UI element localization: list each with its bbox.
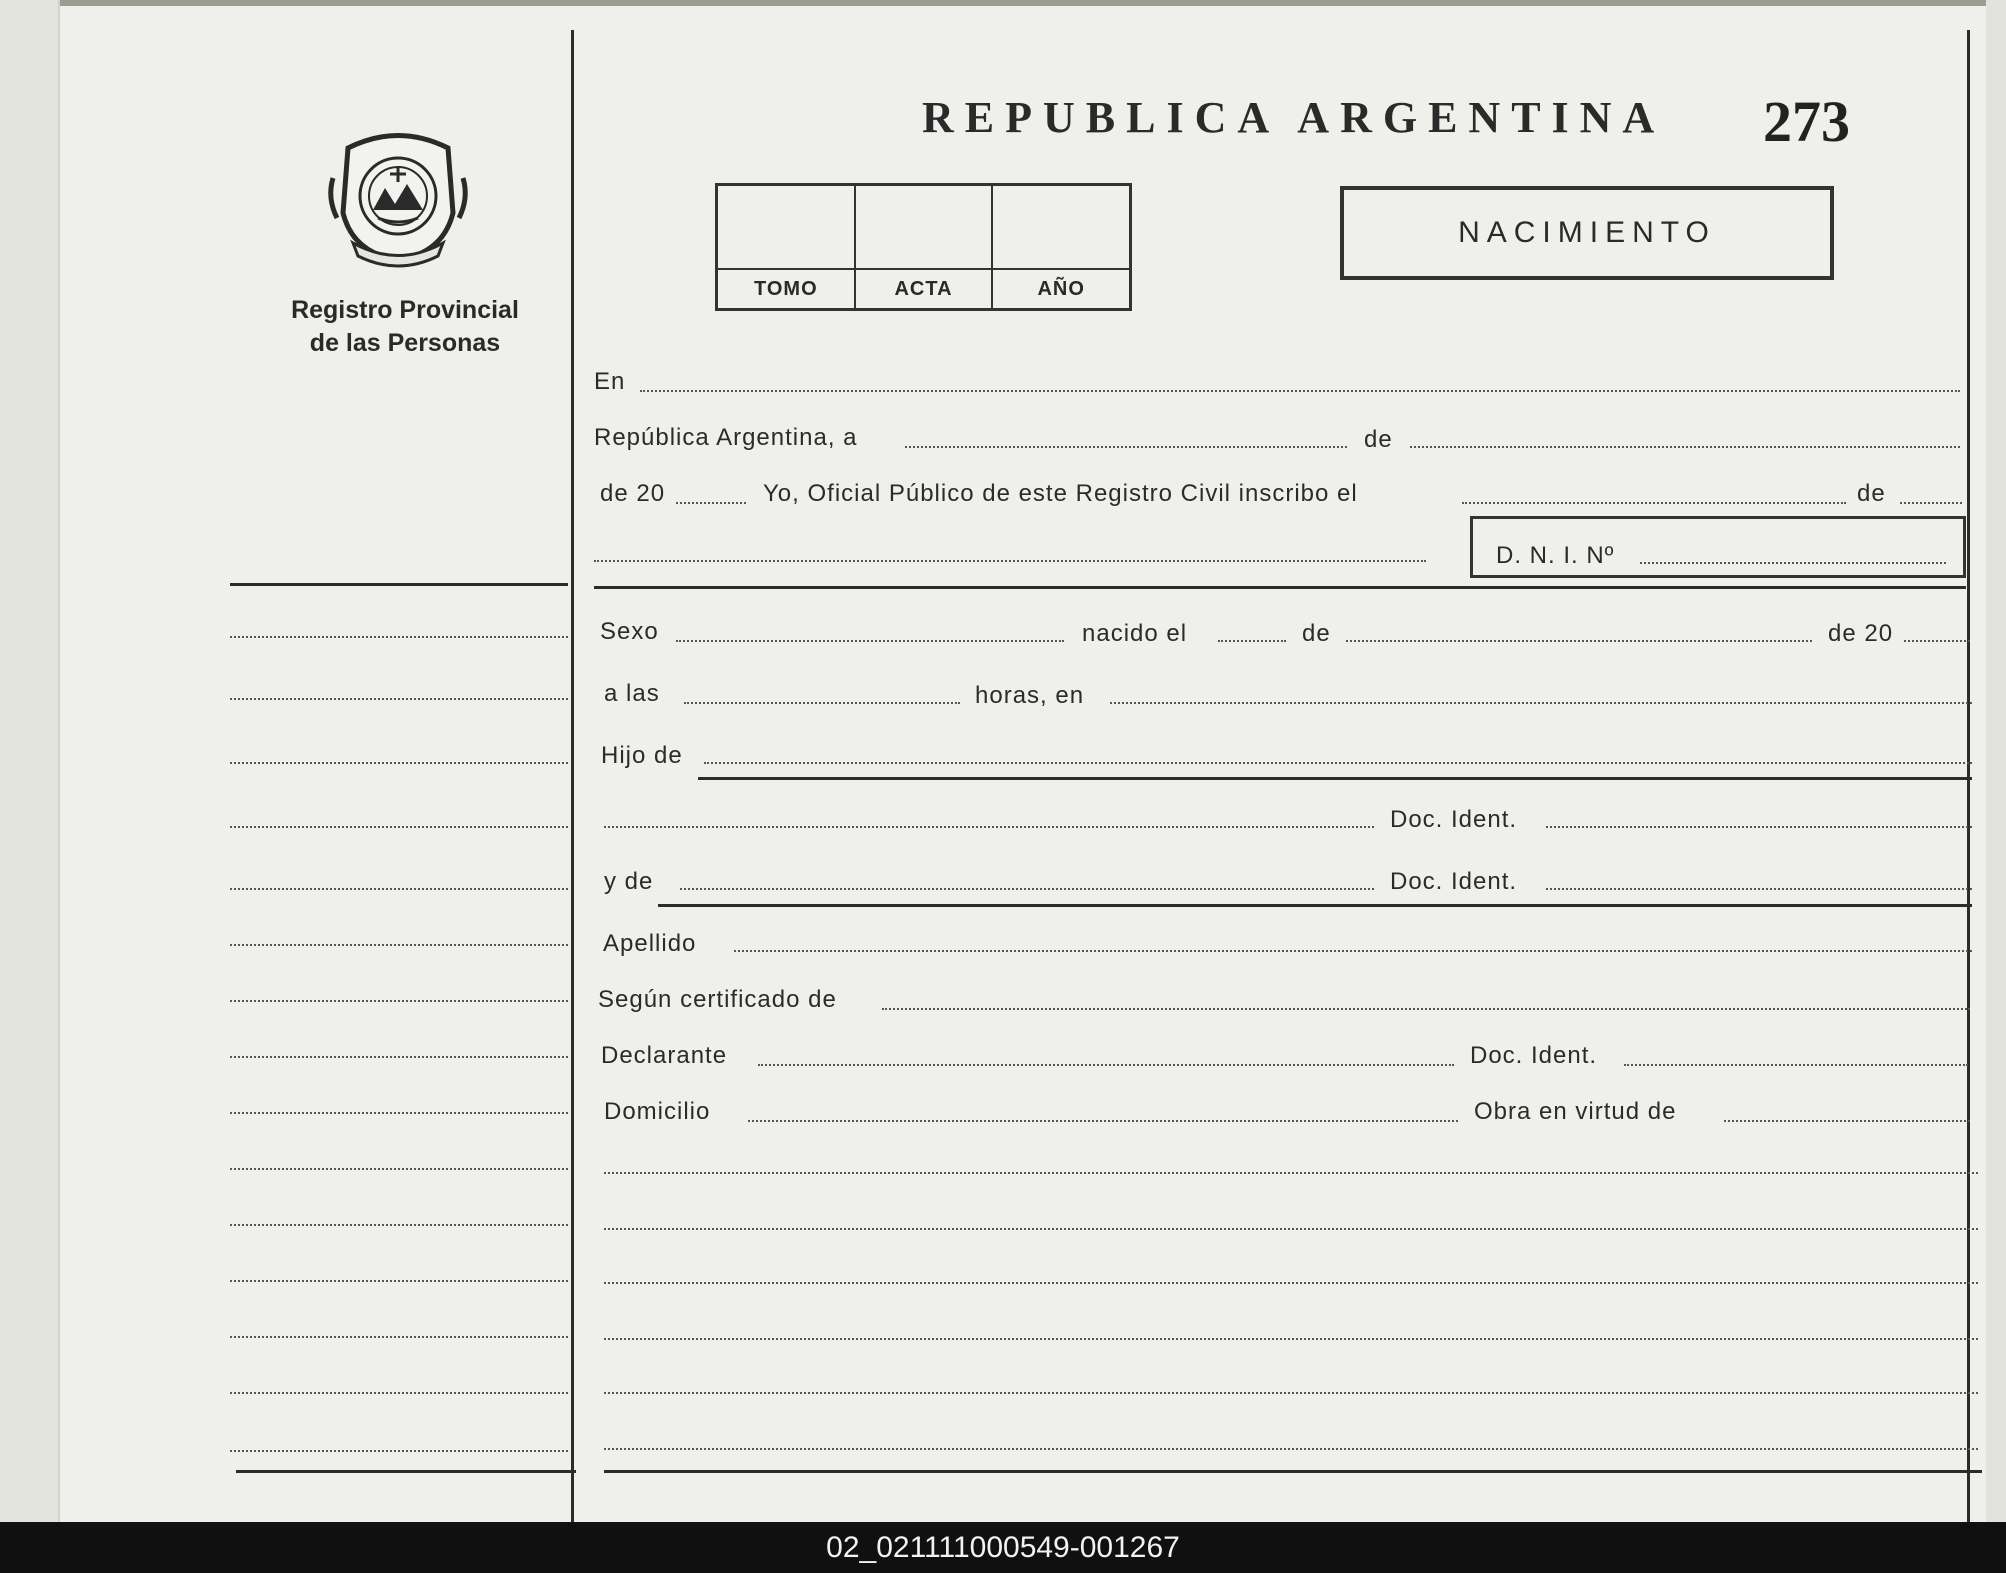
stub-line[interactable]	[230, 944, 568, 946]
oficial-statement: Yo, Oficial Público de este Registro Civil inscribo el	[763, 480, 1358, 507]
stub-line[interactable]	[230, 1112, 568, 1114]
de-label-2: de	[1857, 480, 1886, 507]
name-field[interactable]	[594, 560, 1426, 562]
right-edge	[1986, 0, 2006, 1522]
certificado-field[interactable]	[882, 1008, 1970, 1010]
en-label: En	[594, 368, 626, 395]
stub-line[interactable]	[230, 698, 568, 700]
y-de-label: y de	[604, 868, 654, 895]
year-prefix-label: de 20	[600, 480, 666, 507]
stub-divider-line	[571, 30, 574, 1522]
declarante-label: Declarante	[601, 1042, 728, 1069]
birth-year-field[interactable]	[1904, 640, 1970, 642]
binding-edge	[0, 0, 60, 1522]
father-extra-field[interactable]	[604, 826, 1374, 828]
stub-line[interactable]	[230, 1392, 568, 1394]
dni-label: D. N. I. Nº	[1496, 542, 1615, 569]
domicilio-field[interactable]	[748, 1120, 1458, 1122]
de-label-3: de	[1302, 620, 1331, 647]
sexo-label: Sexo	[600, 618, 659, 645]
birth-month-field[interactable]	[1346, 640, 1812, 642]
hijo-underline	[698, 777, 1972, 780]
act-type-box: NACIMIENTO	[1340, 186, 1834, 280]
notes-line[interactable]	[604, 1392, 1978, 1394]
stub-line[interactable]	[230, 1168, 568, 1170]
doc-ident-field-2[interactable]	[1546, 888, 1972, 890]
sexo-field[interactable]	[676, 640, 1064, 642]
father-field[interactable]	[704, 762, 1972, 764]
de-20-label: de 20	[1828, 620, 1894, 647]
nacido-el-label: nacido el	[1082, 620, 1188, 647]
domicilio-label: Domicilio	[604, 1098, 711, 1125]
acta-field[interactable]	[856, 186, 994, 308]
year-field[interactable]	[676, 502, 746, 504]
notes-line[interactable]	[604, 1228, 1978, 1230]
hijo-de-label: Hijo de	[601, 742, 683, 769]
y-de-underline	[658, 904, 1972, 907]
de-label-1: de	[1364, 426, 1393, 453]
registry-name-line1: Registro Provincial	[291, 296, 519, 324]
a-las-label: a las	[604, 680, 660, 707]
top-edge	[0, 0, 2006, 6]
obra-en-virtud-label: Obra en virtud de	[1474, 1098, 1677, 1125]
registry-name-line2: de las Personas	[309, 329, 501, 357]
stub-line[interactable]	[230, 1056, 568, 1058]
register-box	[715, 183, 1132, 311]
doc-ident-label-3: Doc. Ident.	[1470, 1042, 1598, 1069]
day-field[interactable]	[905, 446, 1347, 448]
ano-label: AÑO	[993, 268, 1129, 308]
country-title: REPUBLICA ARGENTINA	[922, 93, 1666, 142]
de-field-2[interactable]	[1900, 502, 1962, 504]
inscribo-field[interactable]	[1462, 502, 1846, 504]
stub-line[interactable]	[230, 1450, 568, 1452]
doc-ident-label-2: Doc. Ident.	[1390, 868, 1518, 895]
apellido-field[interactable]	[734, 950, 1972, 952]
notes-line[interactable]	[604, 1282, 1978, 1284]
doc-ident-field-1[interactable]	[1546, 826, 1972, 828]
ano-field[interactable]	[993, 186, 1129, 308]
bottom-rule	[604, 1470, 1982, 1473]
stub-line[interactable]	[230, 1280, 568, 1282]
notes-line[interactable]	[604, 1448, 1978, 1450]
notes-line[interactable]	[604, 1338, 1978, 1340]
horas-en-label: horas, en	[975, 682, 1085, 709]
serial-number: 273	[1763, 89, 1850, 154]
image-id-caption: 02_021111000549-001267	[0, 1522, 2006, 1573]
stub-line[interactable]	[230, 1000, 568, 1002]
section-divider	[594, 586, 1966, 589]
en-field[interactable]	[640, 390, 1960, 392]
stub-line[interactable]	[230, 1224, 568, 1226]
right-border-line	[1967, 30, 1970, 1522]
doc-ident-label-1: Doc. Ident.	[1390, 806, 1518, 833]
stub-top-rule	[230, 583, 568, 586]
provincial-seal-icon	[323, 118, 473, 268]
tomo-label: TOMO	[718, 268, 854, 308]
dni-field[interactable]	[1640, 562, 1946, 564]
stub-line[interactable]	[230, 888, 568, 890]
stub-line[interactable]	[230, 1336, 568, 1338]
mother-field[interactable]	[680, 888, 1374, 890]
stub-line[interactable]	[230, 762, 568, 764]
apellido-label: Apellido	[603, 930, 697, 957]
doc-ident-field-3[interactable]	[1624, 1064, 1968, 1066]
hour-field[interactable]	[684, 702, 960, 704]
stub-line[interactable]	[230, 636, 568, 638]
acta-label: ACTA	[856, 268, 992, 308]
notes-line[interactable]	[604, 1172, 1978, 1174]
month-field[interactable]	[1410, 446, 1960, 448]
registry-name	[270, 294, 540, 360]
stub-line[interactable]	[230, 826, 568, 828]
tomo-field[interactable]	[718, 186, 856, 308]
stub-bottom-rule	[236, 1470, 576, 1473]
obra-en-virtud-field[interactable]	[1724, 1120, 1970, 1122]
republica-label: República Argentina, a	[594, 424, 858, 451]
birth-day-field[interactable]	[1218, 640, 1286, 642]
segun-certificado-label: Según certificado de	[598, 986, 837, 1013]
birth-place-field[interactable]	[1110, 702, 1972, 704]
declarante-field[interactable]	[758, 1064, 1454, 1066]
